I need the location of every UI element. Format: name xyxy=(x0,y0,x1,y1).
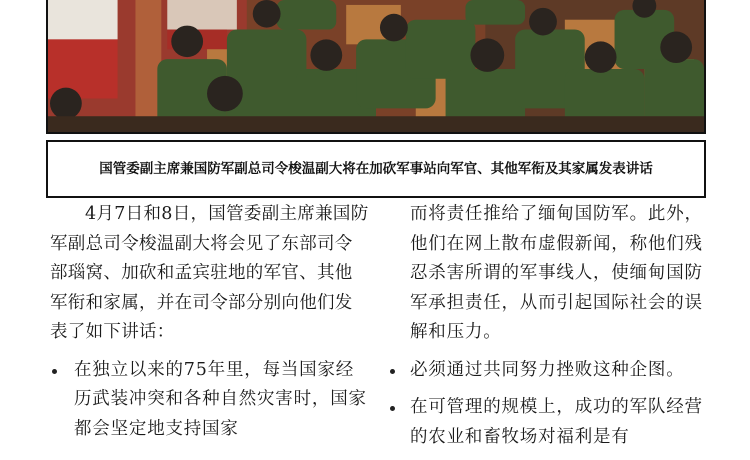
audience-photo xyxy=(46,0,706,134)
caption-text: 国管委副主席兼国防军副总司令梭温副大将在加砍军事站向军官、其他军衔及其家属发表讲话 xyxy=(99,161,653,177)
audience-photo-illustration xyxy=(48,0,704,132)
bullet-point-2: 必须通过共同努力挫败这种企图。 xyxy=(408,356,706,386)
continuation-paragraph: 而将责任推给了缅甸国防军。此外，他们在网上散布虚假新闻，称他们残忍杀害所谓的军事线人，使缅甸国防军承担责任，从而引起国际社会的误解和压力。 xyxy=(410,204,703,342)
article-right-column xyxy=(408,200,706,452)
photo-caption xyxy=(46,140,706,198)
article-left-column xyxy=(50,200,370,444)
bullet-point-3: 在可管理的规模上，成功的军队经营的农业和畜牧场对福利是有 xyxy=(408,393,706,452)
bullet-point-1: 在独立以来的75年里，每当国家经历武装冲突和各种自然灾害时，国家都会坚定地支持国家 xyxy=(50,356,370,445)
intro-paragraph: 4月7日和8日，国管委副主席兼国防军副总司令梭温副大将会见了东部司令部瑙窝、加砍和孟宾驻地的军官、其他军衔和家属，并在司令部分别向他们发表了如下讲话： xyxy=(50,204,369,342)
